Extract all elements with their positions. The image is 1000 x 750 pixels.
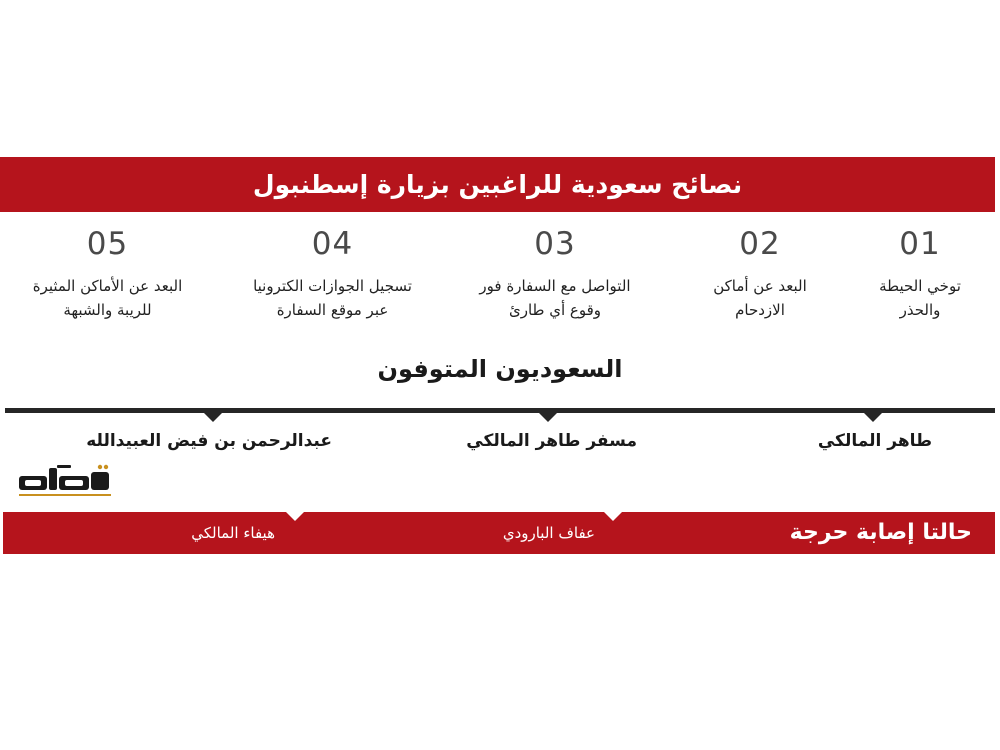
top-banner [0, 157, 995, 212]
injured-name-1: عفاف البارودي [502, 524, 595, 542]
deceased-name-2: مسفر طاهر المالكي [466, 431, 637, 451]
header-title: نصائح سعودية للراغبين بزيارة إسطنبول [252, 170, 743, 199]
tip-text: توخي الحيطة والحذر [879, 277, 961, 319]
tip-item-1 [860, 222, 980, 322]
tip-item-3 [455, 222, 655, 322]
injured-name-2: هيفاء المالكي [191, 524, 275, 542]
pointer-icon [863, 412, 883, 422]
divider-line [5, 408, 995, 413]
pointer-icon [203, 412, 223, 422]
tip-text: البعد عن أماكن الازدحام [713, 277, 807, 319]
banner-notch [286, 512, 304, 521]
tip-number: 01 [899, 226, 941, 262]
deceased-name-3: عبدالرحمن بن فيض العبيدالله [86, 431, 332, 451]
deceased-title: السعوديون المتوفون [377, 355, 623, 383]
injured-title: حالتا إصابة حرجة [789, 520, 972, 545]
tip-number: 05 [86, 226, 129, 262]
tip-text: تسجيل الجوازات الكترونيا عبر موقع السفارة [253, 277, 412, 319]
tip-item-2 [685, 222, 835, 322]
tip-item-4 [225, 222, 440, 322]
deceased-name-1: طاهر المالكي [817, 431, 932, 451]
tip-number: 02 [739, 226, 781, 262]
tip-number: 04 [311, 226, 354, 262]
tip-item-5 [5, 222, 210, 322]
pointer-icon [538, 412, 558, 422]
tip-text: التواصل مع السفارة فور وقوع أي طارئ [479, 277, 631, 319]
tip-number: 03 [534, 226, 576, 262]
tip-text: البعد عن الأماكن المثيرة للريبة والشبهة [32, 277, 183, 319]
makkah-logo-icon [17, 462, 113, 502]
banner-notch [604, 512, 622, 521]
